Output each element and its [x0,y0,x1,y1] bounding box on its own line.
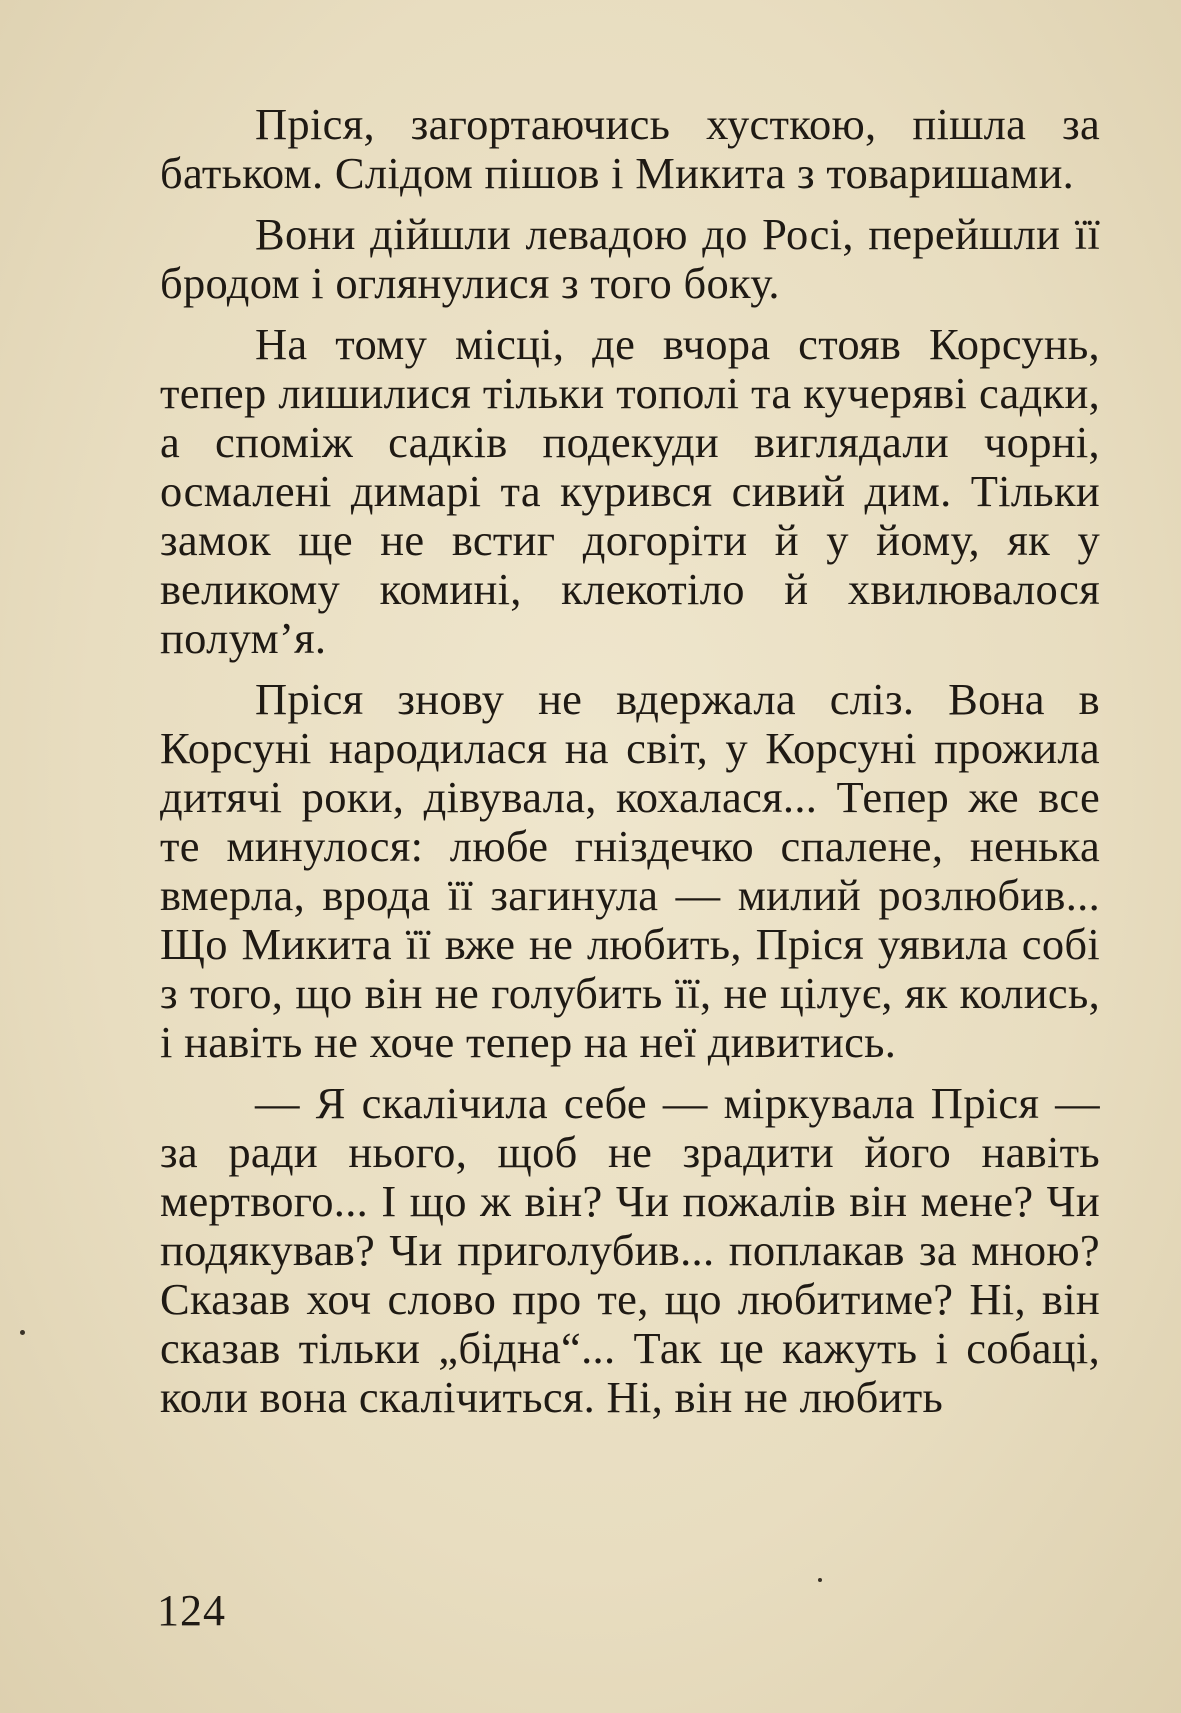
paragraph-1: Пріся, загортаючись хусткою, пішла за батьком. Слідом пішов і Микита з товаришами. [160,99,1100,198]
body-text [160,100,1100,1434]
paragraph-3: На тому місці, де вчора стояв Корсунь, тепер лишилися тільки тополі та кучеряві садки, а споміж садків подекуди виглядали чорні, осмалені димарі та курився сивий дим. Тільки замок ще не встиг догоріти й у йому, як у великому комині, клекотіло й хвилювалося полум’я. [160,319,1100,663]
paragraph-5: — Я скалічила себе — міркувала Пріся — за ради нього, щоб не зрадити його навіть мертвого... І що ж він? Чи пожалів він мене? Чи подякував? Чи приголубив... поплакав за мною? Сказав хоч слово про те, що любитиме? Ні, він сказав тільки „бідна“... Так це кажуть і собаці, коли вона скалічиться. Ні, він не любить [160,1078,1100,1422]
print-speck [20,1330,25,1335]
page-number: 124 [157,1586,226,1635]
paragraph-2: Вони дійшли левадою до Росі, перейшли її бродом і оглянулися з того боку. [160,209,1100,308]
print-speck [818,1578,822,1582]
paragraph-4: Пріся знову не вдержала сліз. Вона в Корсуні народилася на світ, у Корсуні прожила дитячі роки, дівувала, кохалася... Тепер же все те минулося: любе гніздечко спалене, ненька вмерла, врода її загинула — милий розлюбив... Що Микита її вже не любить, Пріся уявила собі з того, що він не голубить її, не цілує, як колись, і навіть не хоче тепер на неї дивитись. [160,674,1100,1067]
